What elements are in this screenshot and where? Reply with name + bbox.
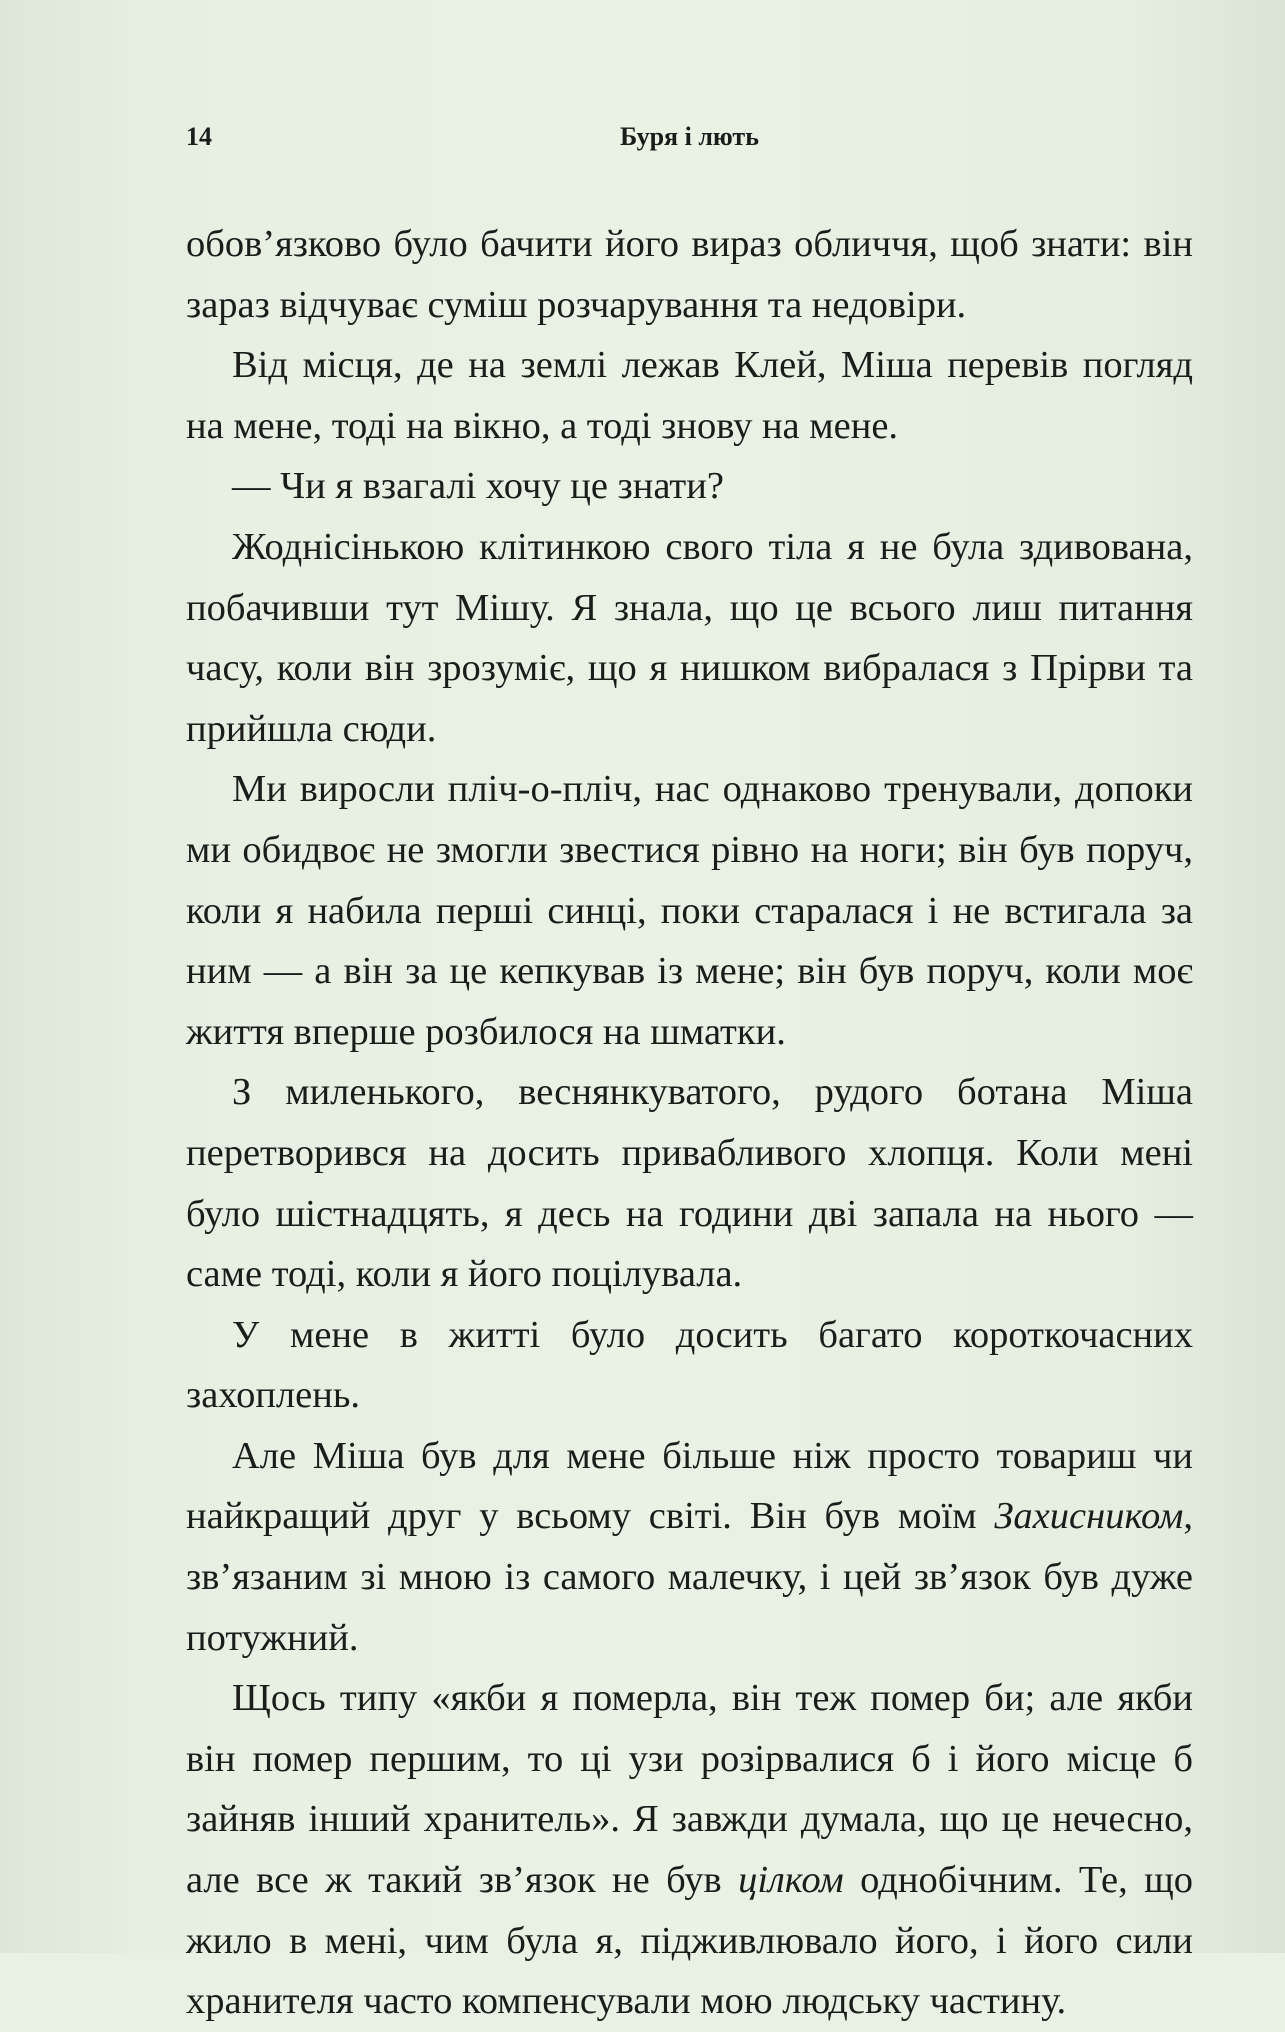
running-title: Буря і лють <box>620 122 759 151</box>
paragraph-1: обов’язково було бачити його вираз обличчя, щоб знати: він зараз відчуває суміш розчарування та недовіри. <box>186 223 1193 326</box>
page-number: 14 <box>186 122 212 151</box>
paragraph-8 <box>186 1426 1193 1668</box>
page-header <box>186 122 1193 162</box>
paragraph-9-emphasis: цілком <box>738 1859 844 1902</box>
paragraph-4: Жоднісінькою клітинкою свого тіла я не була здивована, побачивши тут Мішу. Я знала, що це всього лиш питання часу, коли він зрозуміє, що я нишком вибралася з Прірви та прийшла сюди. <box>186 525 1193 750</box>
paragraph-9-part-2: однобічним. Те, що жило в мені, чим була я, підживлювало його, і його сили хранителя часто компенсували мою людську частину. <box>186 1859 1193 2023</box>
paragraph-3: — Чи я взагалі хочу це знати? <box>232 465 724 508</box>
paragraph-9 <box>186 1668 1193 2032</box>
paragraph-7: У мене в житті було досить багато короткочасних захоплень. <box>186 1313 1193 1417</box>
paragraph-8-part-1: Але Міша був для мене більше ніж просто товариш чи найкращий друг у всьому світі. Він був моїм <box>186 1434 1193 1538</box>
paragraph-6: З миленького, веснянкуватого, рудого ботана Міша перетворився на досить привабливого хлопця. Коли мені було шістнадцять, я десь на години дві запала на нього — саме тоді, коли я його поцілувала. <box>186 1071 1193 1296</box>
paragraph-8-part-2: , зв’язаним зі мною із самого малечку, і цей зв’язок був дуже потужний. <box>186 1495 1193 1659</box>
paragraph-9-part-1: Щось типу «якби я померла, він теж помер би; але якби він помер першим, то ці узи розірвалися б і його місце б зайняв інший хранитель». Я завжди думала, що це нечесно, але все ж такий зв’язок не був <box>186 1677 1193 1902</box>
paragraph-2: Від місця, де на землі лежав Клей, Міша перевів погляд на мене, тоді на вікно, а тоді знову на мене. <box>186 344 1193 447</box>
body-text <box>186 214 1193 2032</box>
paragraph-8-emphasis: Захисником <box>994 1495 1184 1538</box>
paragraph-5: Ми виросли пліч-о-пліч, нас однаково тренували, допоки ми обидвоє не змогли звестися рівно на ноги; він був поруч, коли я набила перші синці, поки старалася і не встигала за ним — а він за це кепкував із мене; він був поруч, коли моє життя вперше розбилося на шматки. <box>186 768 1193 1053</box>
